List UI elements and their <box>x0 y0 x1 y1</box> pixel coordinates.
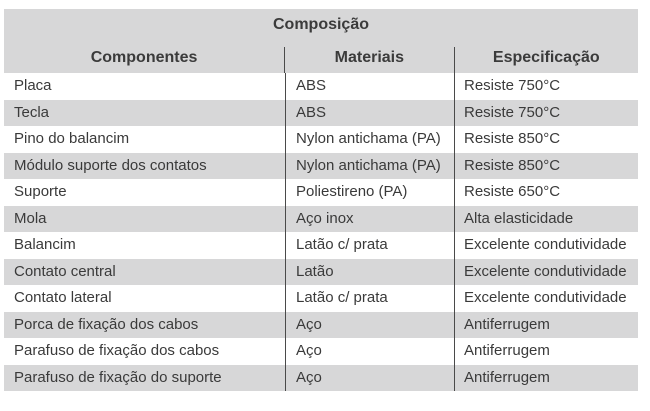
table-row <box>4 179 638 206</box>
table-header <box>4 9 638 73</box>
table-row <box>4 100 638 127</box>
cell-componente: Pino do balancim <box>14 130 130 147</box>
cell-material: Nylon antichama (PA) <box>285 126 454 153</box>
table-row <box>4 285 638 312</box>
cell-especificacao: Antiferrugem <box>454 312 638 339</box>
cell-material: ABS <box>285 73 454 100</box>
cell-material: Aço <box>285 312 454 339</box>
cell-material: Latão <box>285 259 454 286</box>
cell-especificacao: Resiste 850°C <box>454 126 638 153</box>
cell-material: Latão c/ prata <box>285 232 454 259</box>
cell-especificacao: Excelente condutividade <box>454 259 638 286</box>
cell-especificacao: Resiste 850°C <box>454 153 638 180</box>
cell-componente: Parafuso de fixação do suporte <box>14 368 222 386</box>
header-especificacao: Especificação <box>454 47 638 73</box>
cell-componente: Contato lateral <box>14 289 112 306</box>
cell-especificacao: Excelente condutividade <box>454 285 638 312</box>
composition-table <box>4 9 638 391</box>
cell-componente: Módulo suporte dos contatos <box>14 156 207 174</box>
cell-material: Nylon antichama (PA) <box>285 153 454 180</box>
cell-componente: Tecla <box>14 103 50 121</box>
cell-especificacao: Alta elasticidade <box>454 206 638 233</box>
column-headers <box>4 47 638 73</box>
table-row <box>4 73 638 100</box>
cell-especificacao: Resiste 750°C <box>454 100 638 127</box>
cell-material: ABS <box>285 100 454 127</box>
cell-componente: Balancim <box>14 236 76 253</box>
cell-especificacao: Antiferrugem <box>454 338 638 365</box>
cell-componente: Porca de fixação dos cabos <box>14 315 199 333</box>
cell-especificacao: Resiste 650°C <box>454 179 638 206</box>
table-row <box>4 153 638 180</box>
cell-material: Aço <box>285 365 454 392</box>
cell-componente: Mola <box>14 209 47 227</box>
cell-material: Aço <box>285 338 454 365</box>
table-body <box>4 73 638 391</box>
cell-material: Aço inox <box>285 206 454 233</box>
cell-material: Latão c/ prata <box>285 285 454 312</box>
table-row <box>4 365 638 392</box>
header-componentes: Componentes <box>90 49 198 66</box>
cell-especificacao: Antiferrugem <box>454 365 638 392</box>
table-row <box>4 338 638 365</box>
header-materiais: Materiais <box>284 47 453 73</box>
table-row <box>4 312 638 339</box>
table-row <box>4 206 638 233</box>
cell-material: Poliestireno (PA) <box>285 179 454 206</box>
cell-componente: Placa <box>14 77 52 94</box>
cell-componente: Contato central <box>14 262 116 280</box>
cell-especificacao: Resiste 750°C <box>454 73 638 100</box>
cell-componente: Parafuso de fixação dos cabos <box>14 342 220 359</box>
table-row <box>4 126 638 153</box>
table-title: Composição <box>272 16 369 33</box>
table-row <box>4 232 638 259</box>
cell-componente: Suporte <box>14 183 67 200</box>
cell-especificacao: Excelente condutividade <box>454 232 638 259</box>
table-row <box>4 259 638 286</box>
